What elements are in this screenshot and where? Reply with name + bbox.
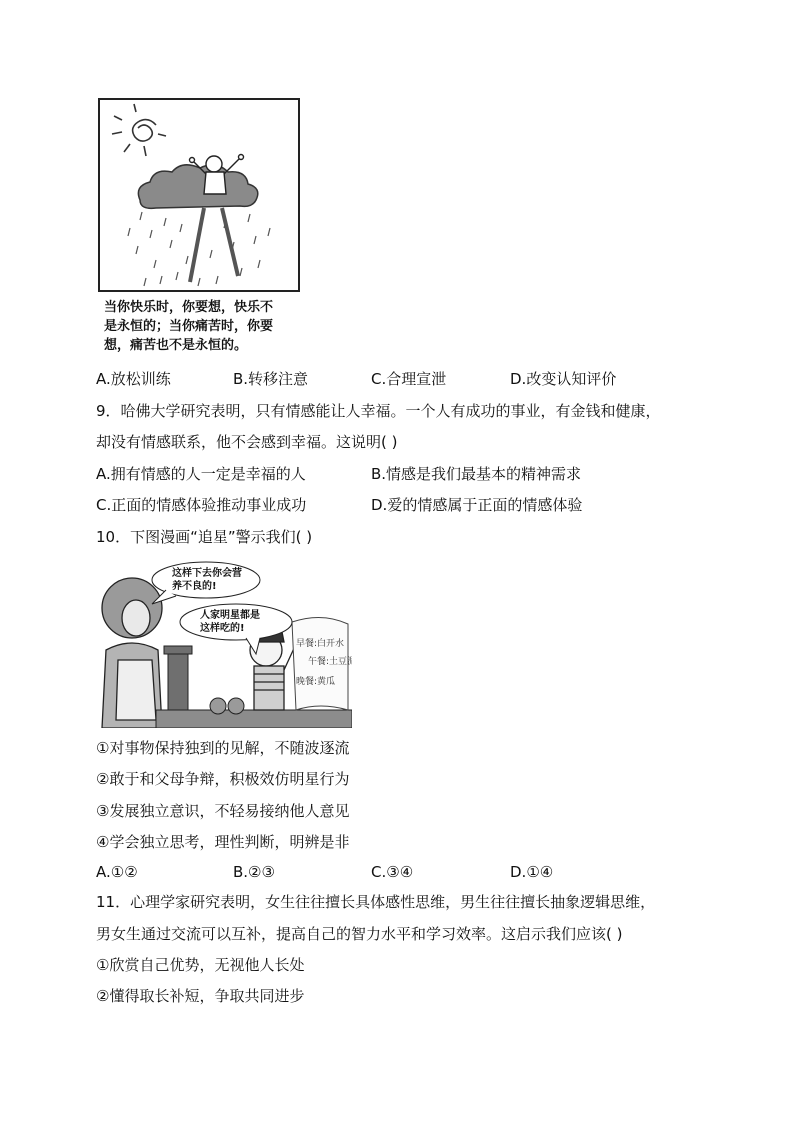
q10-statement-4: ④学会独立思考，理性判断，明辨是非	[96, 833, 350, 851]
stilt-left	[190, 208, 204, 282]
q8-option-a: A.放松训练	[96, 370, 171, 388]
apple-right	[228, 698, 244, 714]
q9-stem-line1: 9．哈佛大学研究表明，只有情感能让人幸福。一个人有成功的事业，有金钱和健康，	[96, 402, 661, 420]
mother-speech-line2: 养不良的!	[172, 581, 217, 592]
boy-speech-line1: 人家明星都是	[200, 610, 260, 621]
cloud-shape	[138, 165, 257, 209]
q8-option-c: C.合理宣泄	[371, 370, 447, 388]
q10-statement-2: ②敢于和父母争辩，积极效仿明星行为	[96, 770, 350, 788]
q10-statement-3: ③发展独立意识，不轻易接纳他人意见	[96, 802, 350, 820]
q10-statement-1: ①对事物保持独到的见解，不随波逐流	[96, 739, 350, 757]
cartoon-star-chasing-illustration	[96, 560, 352, 728]
apple-left	[210, 698, 226, 714]
menu-line-lunch: 午餐:土豆泥	[308, 657, 352, 667]
mother-figure	[102, 578, 162, 728]
q10-option-d: D.①④	[510, 863, 554, 881]
q11-statement-1: ①欣赏自己优势，无视他人长处	[96, 956, 305, 974]
cartoon-stilts-drawing	[100, 100, 298, 290]
sun-icon	[112, 104, 166, 156]
menu-line-breakfast: 早餐:白开水	[296, 639, 345, 649]
q8-option-b: B.转移注意	[233, 370, 309, 388]
q11-stem-line1: 11．心理学家研究表明，女生往往擅长具体感性思维，男生往往擅长抽象逻辑思维，	[96, 893, 656, 911]
stilt-right	[222, 208, 238, 276]
menu-line-dinner: 晚餐:黄瓜	[296, 677, 336, 687]
mother-speech-line1: 这样下去你会营	[172, 568, 242, 579]
thermos	[168, 652, 188, 710]
q11-statement-2: ②懂得取长补短，争取共同进步	[96, 987, 305, 1005]
q11-stem-line2: 男女生通过交流可以互补，提高自己的智力水平和学习效率。这启示我们应该( )	[96, 925, 623, 943]
q9-option-b: B.情感是我们最基本的精神需求	[371, 465, 582, 483]
q9-option-c: C.正面的情感体验推动事业成功	[96, 496, 307, 514]
q9-option-d: D.爱的情感属于正面的情感体验	[371, 496, 583, 514]
q8-option-d: D.改变认知评价	[510, 370, 617, 388]
q10-option-a: A.①②	[96, 863, 138, 881]
q9-option-a: A.拥有情感的人一定是幸福的人	[96, 465, 306, 483]
rain-drops	[128, 212, 270, 286]
boy-speech-line2: 这样吃的!	[200, 623, 245, 634]
cartoon-caption: 当你快乐时，你要想，快乐不 是永恒的；当你痛苦时，你要 想，痛苦也不是永恒的。	[104, 300, 274, 353]
q10-option-c: C.③④	[371, 863, 414, 881]
cartoon-star-chasing-drawing	[96, 560, 352, 728]
table	[156, 710, 352, 728]
cartoon-stilts-illustration	[98, 98, 300, 292]
q9-stem-line2: 却没有情感联系，他不会感到幸福。这说明( )	[96, 433, 398, 451]
q10-stem: 10．下图漫画“追星”警示我们( )	[96, 528, 313, 546]
q10-option-b: B.②③	[233, 863, 275, 881]
